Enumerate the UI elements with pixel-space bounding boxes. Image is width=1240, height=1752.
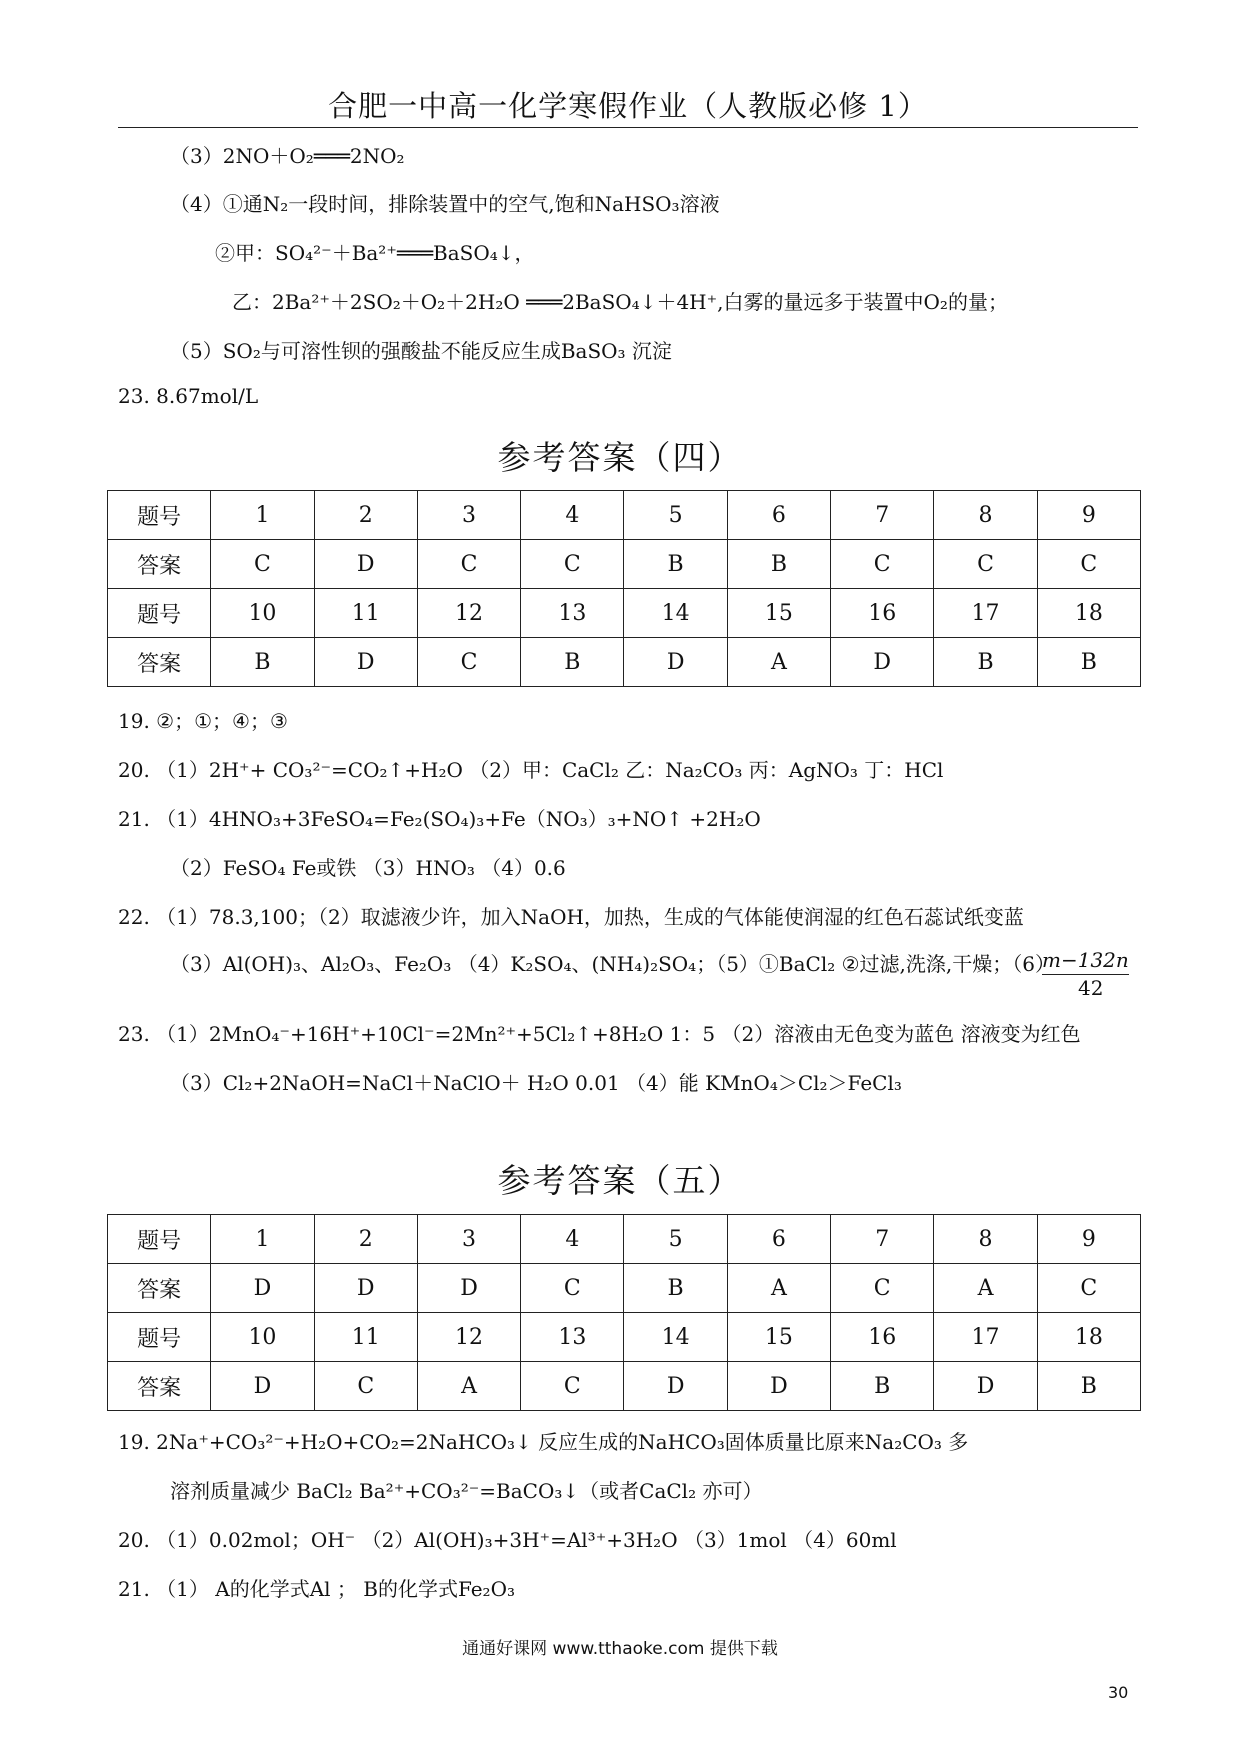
section-title: 参考答案（五）	[497, 1161, 743, 1200]
table-cell: 17	[934, 1313, 1037, 1362]
table-cell: 8	[934, 1215, 1037, 1264]
answer-line: 溶剂质量减少 BaCl₂ Ba²⁺+CO₃²⁻=BaCO₃↓（或者CaCl₂ 亦可）	[170, 1479, 763, 1503]
table-cell: 4	[521, 1215, 624, 1264]
page-header: 合肥一中高一化学寒假作业（人教版必修 1）	[328, 89, 928, 123]
table-cell: 14	[624, 1313, 727, 1362]
answer-line: 23. （1）2MnO₄⁻+16H⁺+10Cl⁻=2Mn²⁺+5Cl₂↑+8H₂O 1：5 （2）溶液由无色变为蓝色 溶液变为红色	[118, 1022, 1081, 1046]
answer-line: 21. （1）4HNO₃+3FeSO₄=Fe₂(SO₄)₃+Fe（NO₃）₃+NO↑ +2H₂O	[118, 807, 761, 831]
table-cell: B	[934, 638, 1037, 687]
table-cell: 12	[417, 1313, 520, 1362]
table-cell: D	[314, 540, 417, 589]
table-cell: 17	[934, 589, 1037, 638]
table-cell: D	[314, 638, 417, 687]
table-cell: 答案	[108, 540, 211, 589]
answer-line: （3）Cl₂+2NaOH=NaCl＋NaClO＋ H₂O 0.01 （4）能 KMnO₄＞Cl₂＞FeCl₃	[170, 1071, 902, 1095]
table-cell: 18	[1037, 589, 1140, 638]
table-cell: C	[521, 540, 624, 589]
table-cell: 14	[624, 589, 727, 638]
table-cell: 答案	[108, 1264, 211, 1313]
table-cell: 3	[417, 1215, 520, 1264]
table-cell: D	[831, 638, 934, 687]
table-cell: A	[934, 1264, 1037, 1313]
table-cell: A	[727, 638, 830, 687]
table-cell: 10	[211, 1313, 314, 1362]
table-cell: D	[417, 1264, 520, 1313]
table-cell: A	[417, 1362, 520, 1411]
table-cell: B	[727, 540, 830, 589]
table-cell: 9	[1037, 491, 1140, 540]
table-row	[108, 540, 1141, 589]
answer-line: （4）①通N₂一段时间，排除装置中的空气,饱和NaHSO₃溶液	[170, 192, 720, 216]
table-cell: C	[417, 638, 520, 687]
answer-table	[107, 490, 1141, 687]
table-cell: 题号	[108, 1313, 211, 1362]
table-cell: 题号	[108, 1215, 211, 1264]
answer-line: （3）Al(OH)₃、Al₂O₃、Fe₂O₃ （4）K₂SO₄、(NH₄)₂SO₄；（5）①BaCl₂ ②过滤,洗涤,干燥；（6）	[170, 952, 1055, 976]
table-cell: A	[727, 1264, 830, 1313]
table-cell: C	[831, 540, 934, 589]
table-cell: 15	[727, 1313, 830, 1362]
answer-table	[107, 1214, 1141, 1411]
answer-line: 乙：2Ba²⁺＋2SO₂＋O₂＋2H₂O ═══2BaSO₄↓＋4H⁺,白雾的量远多于装置中O₂的量；	[232, 290, 1008, 314]
table-cell: B	[1037, 638, 1140, 687]
table-cell: 2	[314, 1215, 417, 1264]
table-cell: B	[831, 1362, 934, 1411]
table-row	[108, 1215, 1141, 1264]
answer-line: 22. （1）78.3,100；（2）取滤液少许，加入NaOH，加热，生成的气体能使润湿的红色石蕊试纸变蓝	[118, 905, 1024, 929]
table-cell: 11	[314, 1313, 417, 1362]
table-cell: B	[624, 1264, 727, 1313]
table-cell: 6	[727, 1215, 830, 1264]
table-cell: C	[314, 1362, 417, 1411]
table-cell: 7	[831, 491, 934, 540]
table-cell: 12	[417, 589, 520, 638]
answer-line: （3）2NO＋O₂═══2NO₂	[170, 144, 405, 168]
table-cell: 10	[211, 589, 314, 638]
answer-line: （2）FeSO₄ Fe或铁 （3）HNO₃ （4）0.6	[170, 856, 566, 880]
table-cell: B	[521, 638, 624, 687]
table-cell: 题号	[108, 589, 211, 638]
answer-line: 20. （1）2H⁺+ CO₃²⁻=CO₂↑+H₂O （2）甲：CaCl₂ 乙：Na₂CO₃ 丙：AgNO₃ 丁：HCl	[118, 758, 944, 782]
table-cell: 9	[1037, 1215, 1140, 1264]
table-cell: 题号	[108, 491, 211, 540]
page-number: 30	[1108, 1683, 1129, 1702]
table-cell: 1	[211, 491, 314, 540]
table-cell: C	[521, 1264, 624, 1313]
table-cell: D	[727, 1362, 830, 1411]
table-cell: 18	[1037, 1313, 1140, 1362]
table-cell: 5	[624, 1215, 727, 1264]
table-cell: 13	[521, 589, 624, 638]
answer-line: 20. （1）0.02mol；OH⁻ （2）Al(OH)₃+3H⁺=Al³⁺+3H₂O （3）1mol （4）60ml	[118, 1528, 897, 1552]
table-cell: 2	[314, 491, 417, 540]
table-cell: D	[624, 1362, 727, 1411]
table-cell: 15	[727, 589, 830, 638]
table-cell: D	[211, 1264, 314, 1313]
page-footer: 通通好课网 www.tthaoke.com 提供下载	[462, 1639, 778, 1659]
table-row	[108, 491, 1141, 540]
table-cell: D	[314, 1264, 417, 1313]
table-row	[108, 1264, 1141, 1313]
table-cell: 3	[417, 491, 520, 540]
table-cell: C	[1037, 540, 1140, 589]
table-cell: D	[624, 638, 727, 687]
answer-line: 21. （1） A的化学式Al ； B的化学式Fe₂O₃	[118, 1577, 515, 1601]
table-cell: 7	[831, 1215, 934, 1264]
answer-line: ②甲：SO₄²⁻＋Ba²⁺═══BaSO₄↓，	[215, 241, 535, 265]
table-row	[108, 1313, 1141, 1362]
table-cell: C	[417, 540, 520, 589]
section-title: 参考答案（四）	[497, 438, 743, 477]
table-cell: 6	[727, 491, 830, 540]
table-cell: 5	[624, 491, 727, 540]
table-cell: B	[624, 540, 727, 589]
header-rule	[118, 127, 1138, 128]
table-row	[108, 1362, 1141, 1411]
answer-line: 23. 8.67mol/L	[118, 384, 259, 408]
table-cell: 16	[831, 589, 934, 638]
fraction-numerator: m−132n	[1042, 948, 1129, 975]
table-cell: 答案	[108, 1362, 211, 1411]
table-cell: C	[1037, 1264, 1140, 1313]
table-row	[108, 589, 1141, 638]
table-cell: D	[211, 1362, 314, 1411]
table-cell: C	[934, 540, 1037, 589]
table-cell: C	[211, 540, 314, 589]
table-cell: 1	[211, 1215, 314, 1264]
table-cell: 答案	[108, 638, 211, 687]
table-row	[108, 638, 1141, 687]
table-cell: C	[521, 1362, 624, 1411]
table-cell: 8	[934, 491, 1037, 540]
answer-line: 19. 2Na⁺+CO₃²⁻+H₂O+CO₂=2NaHCO₃↓ 反应生成的NaHCO₃固体质量比原来Na₂CO₃ 多	[118, 1430, 969, 1454]
table-cell: 4	[521, 491, 624, 540]
table-cell: C	[831, 1264, 934, 1313]
table-cell: B	[1037, 1362, 1140, 1411]
table-cell: 16	[831, 1313, 934, 1362]
table-cell: B	[211, 638, 314, 687]
fraction-denominator: 42	[1078, 976, 1104, 1000]
table-cell: 11	[314, 589, 417, 638]
table-cell: 13	[521, 1313, 624, 1362]
table-cell: D	[934, 1362, 1037, 1411]
answer-line: 19. ②；①；④；③	[118, 709, 288, 733]
answer-line: （5）SO₂与可溶性钡的强酸盐不能反应生成BaSO₃ 沉淀	[170, 339, 672, 363]
